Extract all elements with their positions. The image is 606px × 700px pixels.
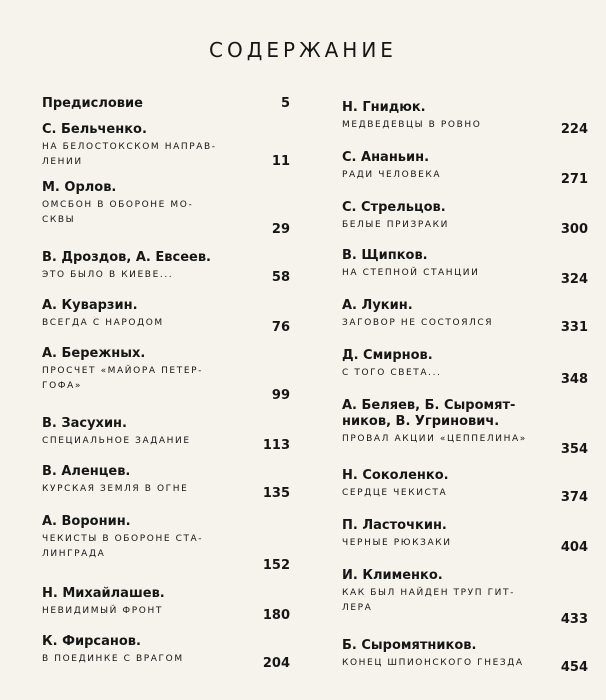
toc-entry — [42, 122, 290, 170]
toc-work-line: ОМСБОН В ОБОРОНЕ МО- — [42, 200, 194, 210]
toc-work-line: ВСЕГДА С НАРОДОМ — [42, 318, 164, 328]
toc-page-number: 58 — [271, 270, 290, 285]
toc-entry — [342, 200, 588, 237]
toc-page-number: 404 — [560, 540, 588, 555]
toc-author: Н. Гнидюк. — [342, 100, 426, 115]
toc-entry — [42, 250, 290, 283]
toc-author: С. Ананьин. — [342, 150, 430, 165]
toc-work-line: ЧЕРНЫЕ РЮКЗАКИ — [342, 538, 452, 548]
toc-author: В. Аленцев. — [42, 464, 131, 479]
toc-work-title — [42, 532, 290, 562]
toc-entry — [342, 638, 588, 675]
toc-work-line: С ТОГО СВЕТА... — [342, 368, 442, 378]
page-title: СОДЕРЖАНИЕ — [209, 38, 397, 62]
toc-author: В. Дроздов, А. Евсеев. — [42, 250, 211, 265]
toc-page-number: 29 — [271, 222, 290, 237]
toc-page-number: 271 — [560, 172, 588, 187]
toc-work-line: МЕДВЕДЕВЦЫ В РОВНО — [342, 120, 482, 130]
toc-author: Предисловие — [42, 96, 143, 111]
toc-work-line: ЭТО БЫЛО В КИЕВЕ... — [42, 270, 174, 280]
toc-page-number: 224 — [560, 122, 588, 137]
toc-work-title — [42, 482, 290, 497]
toc-entry — [42, 96, 290, 112]
toc-page-number: 113 — [262, 438, 290, 453]
toc-work-line: КАК БЫЛ НАЙДЕН ТРУП ГИТ- — [342, 588, 515, 598]
toc-author: С. Стрельцов. — [342, 200, 446, 215]
toc-page-number: 433 — [560, 612, 588, 627]
toc-entry — [342, 100, 588, 137]
toc-page-number: 152 — [262, 558, 290, 573]
toc-work-title — [42, 604, 290, 619]
toc-entry — [42, 514, 290, 573]
toc-author: В. Засухин. — [42, 416, 127, 431]
toc-work-line: ГОФА» — [42, 381, 82, 391]
toc-work-title — [342, 168, 588, 183]
toc-work-line: БЕЛЫЕ ПРИЗРАКИ — [342, 220, 449, 230]
toc-author: Д. Смирнов. — [342, 348, 433, 363]
toc-work-line: НА СТЕПНОЙ СТАНЦИИ — [342, 268, 480, 278]
toc-author: П. Ласточкин. — [342, 518, 447, 533]
toc-entry — [42, 416, 290, 453]
toc-author: ников, В. Угринович. — [342, 414, 500, 429]
toc-work-line: СКВЫ — [42, 215, 76, 225]
toc-work-title — [342, 656, 588, 671]
toc-entry — [342, 468, 588, 505]
toc-page-number: 324 — [560, 272, 588, 287]
toc-entry — [42, 298, 290, 335]
toc-work-line: ЛЕНИИ — [42, 157, 83, 167]
toc-work-title — [42, 364, 290, 394]
toc-author: И. Клименко. — [342, 568, 443, 583]
toc-work-line: ЛИНГРАДА — [42, 549, 106, 559]
toc-work-title — [342, 486, 588, 501]
toc-page-number: 11 — [271, 154, 290, 169]
toc-entry — [342, 518, 588, 555]
toc-page-number: 331 — [560, 320, 588, 335]
toc-work-title — [42, 198, 290, 228]
toc-work-title — [342, 218, 588, 233]
toc-author: А. Лукин. — [342, 298, 413, 313]
toc-author: А. Воронин. — [42, 514, 131, 529]
toc-entry — [342, 348, 588, 387]
toc-author: М. Орлов. — [42, 180, 117, 195]
toc-author: К. Фирсанов. — [42, 634, 141, 649]
toc-work-line: ПРОСЧЕТ «МАЙОРА ПЕТЕР- — [42, 366, 203, 376]
toc-page-number: 348 — [560, 372, 588, 387]
toc-work-line: ПРОВАЛ АКЦИИ «ЦЕППЕЛИНА» — [342, 434, 527, 444]
toc-author: А. Беляев, Б. Сыромят- — [342, 398, 516, 413]
toc-page-number: 354 — [560, 442, 588, 457]
toc-work-line: КУРСКАЯ ЗЕМЛЯ В ОГНЕ — [42, 484, 189, 494]
toc-work-title — [42, 140, 290, 170]
toc-entry — [42, 586, 290, 623]
toc-entry — [42, 634, 290, 671]
toc-work-line: РАДИ ЧЕЛОВЕКА — [342, 170, 442, 180]
toc-entry — [342, 248, 588, 287]
toc-work-title — [42, 652, 290, 667]
toc-work-title — [342, 266, 588, 281]
toc-entry — [342, 568, 588, 627]
toc-author: Н. Михайлашев. — [42, 586, 165, 601]
toc-page-number: 99 — [271, 388, 290, 403]
toc-entry — [42, 346, 290, 403]
toc-author: Б. Сыромятников. — [342, 638, 477, 653]
toc-entry — [42, 180, 290, 237]
toc-work-title — [342, 586, 588, 616]
toc-work-line: ЛЕРА — [342, 603, 373, 613]
toc-work-title — [42, 316, 290, 331]
toc-page-number: 374 — [560, 490, 588, 505]
toc-page-number: 204 — [262, 656, 290, 671]
toc-work-title — [342, 366, 588, 381]
toc-entry — [342, 398, 588, 457]
toc-author: А. Куварзин. — [42, 298, 138, 313]
toc-work-line: НЕВИДИМЫЙ ФРОНТ — [42, 606, 163, 616]
toc-work-line: КОНЕЦ ШПИОНСКОГО ГНЕЗДА — [342, 658, 524, 668]
toc-page-number: 300 — [560, 222, 588, 237]
toc-work-title — [42, 268, 290, 283]
toc-author: Н. Соколенко. — [342, 468, 449, 483]
toc-author: А. Бережных. — [42, 346, 146, 361]
toc-entry — [342, 298, 588, 335]
toc-work-title — [342, 536, 588, 551]
toc-page-number: 5 — [280, 96, 290, 111]
toc-work-title — [342, 118, 588, 133]
toc-entry — [342, 150, 588, 187]
toc-author: С. Бельченко. — [42, 122, 147, 137]
toc-work-title — [42, 434, 290, 449]
toc-entry — [42, 464, 290, 501]
toc-work-line: ЗАГОВОР НЕ СОСТОЯЛСЯ — [342, 318, 494, 328]
toc-page-number: 454 — [560, 660, 588, 675]
toc-page-number: 180 — [262, 608, 290, 623]
toc-work-line: СПЕЦИАЛЬНОЕ ЗАДАНИЕ — [42, 436, 191, 446]
toc-work-line: НА БЕЛОСТОКСКОМ НАПРАВ- — [42, 142, 217, 152]
toc-work-line: В ПОЕДИНКЕ С ВРАГОМ — [42, 654, 184, 664]
toc-author: В. Щипков. — [342, 248, 428, 263]
toc-work-line: СЕРДЦЕ ЧЕКИСТА — [342, 488, 448, 498]
toc-page-number: 76 — [271, 320, 290, 335]
toc-work-title — [342, 316, 588, 331]
toc-work-title — [342, 432, 588, 447]
toc-work-line: ЧЕКИСТЫ В ОБОРОНЕ СТА- — [42, 534, 204, 544]
toc-page-number: 135 — [262, 486, 290, 501]
